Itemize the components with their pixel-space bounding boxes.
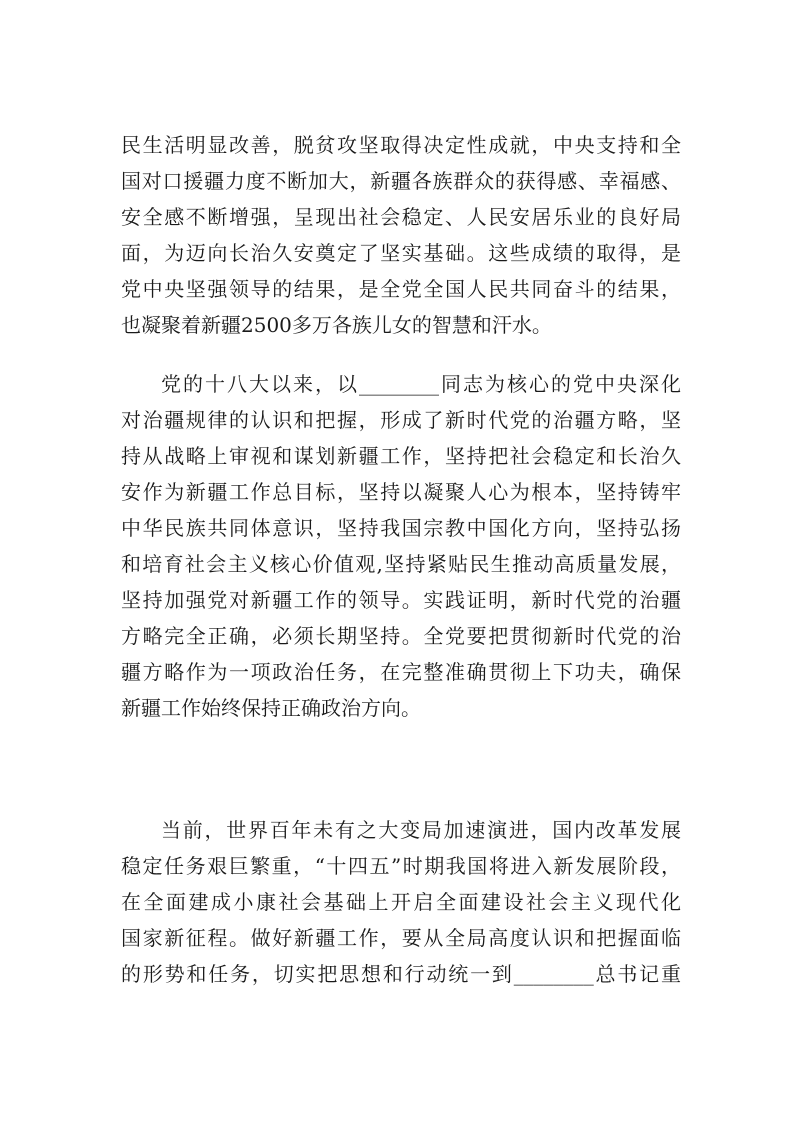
text-line: 党中央坚强领导的结果，是全党全国人民共同奋斗的结果， [121, 277, 681, 301]
text-line: 国家新征程。做好新疆工作，要从全局高度认识和把握面临 [121, 926, 681, 950]
paragraph-1 [121, 127, 681, 343]
text-line: 党的十八大以来，以________同志为核心的党中央深化 [161, 372, 681, 396]
text-line: 方略完全正确，必须长期坚持。全党要把贯彻新时代党的治 [121, 624, 681, 648]
text-line: 安全感不断增强，呈现出社会稳定、人民安居乐业的良好局 [121, 205, 681, 229]
paragraph-2 [121, 366, 681, 726]
paragraph-3 [121, 812, 681, 992]
text-line: 疆方略作为一项政治任务，在完整准确贯彻上下功夫，确保 [121, 660, 681, 684]
text-line: 民生活明显改善，脱贫攻坚取得决定性成就，中央支持和全 [121, 133, 681, 157]
text-line: 安作为新疆工作总目标，坚持以凝聚人心为根本，坚持铸牢 [121, 480, 681, 504]
text-line: 当前，世界百年未有之大变局加速演进，国内改革发展 [161, 818, 681, 842]
text-line: 对治疆规律的认识和把握，形成了新时代党的治疆方略，坚 [121, 408, 681, 432]
text-line: 中华民族共同体意识，坚持我国宗教中国化方向，坚持弘扬 [121, 516, 681, 540]
text-line: 的形势和任务，切实把思想和行动统一到________总书记重 [121, 962, 681, 986]
text-line: 和培育社会主义核心价值观,坚持紧贴民生推动高质量发展， [121, 552, 681, 576]
text-line: 在全面建成小康社会基础上开启全面建设社会主义现代化 [121, 890, 681, 914]
text-line: 稳定任务艰巨繁重，“十四五”时期我国将进入新发展阶段， [121, 854, 681, 878]
text-line: 国对口援疆力度不断加大，新疆各族群众的获得感、幸福感、 [121, 169, 681, 193]
text-line: 也凝聚着新疆2500多万各族儿女的智慧和汗水。 [121, 313, 552, 337]
text-line: 坚持加强党对新疆工作的领导。实践证明，新时代党的治疆 [121, 588, 681, 612]
text-line: 面，为迈向长治久安奠定了坚实基础。这些成绩的取得，是 [121, 241, 681, 265]
text-line: 持从战略上审视和谋划新疆工作，坚持把社会稳定和长治久 [121, 444, 681, 468]
text-line: 新疆工作始终保持正确政治方向。 [121, 696, 421, 720]
